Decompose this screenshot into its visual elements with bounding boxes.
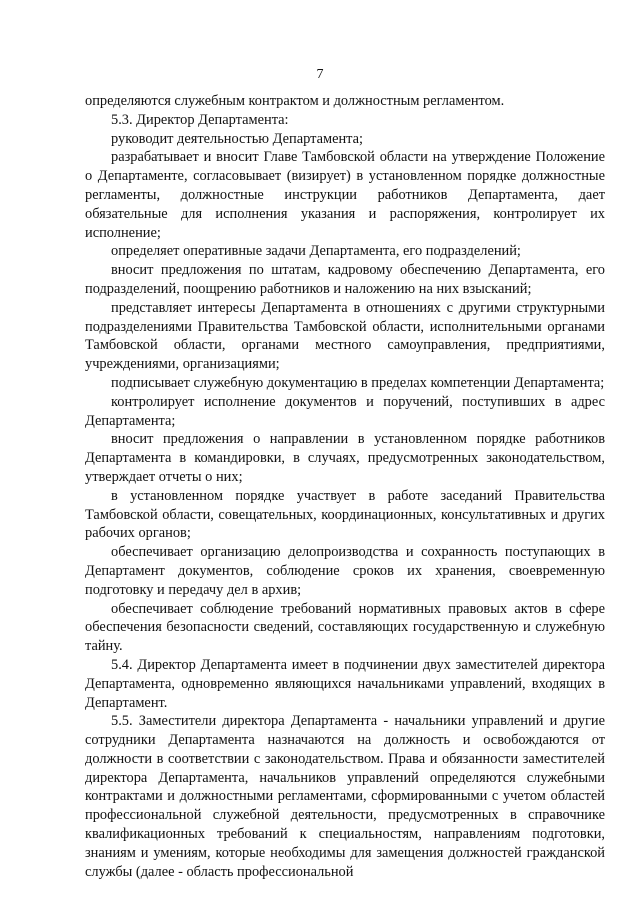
document-body: [85, 92, 605, 881]
paragraph: руководит деятельностью Департамента;: [111, 130, 364, 147]
paragraph: разрабатывает и вносит Главе Тамбовской области на утверждение Положение о Департаменте, согласовывает (визирует) в установленном порядке должностные регламенты, должностные инструкции работников Департамента, дает обязательные для исполнения указания и распоряжения, контролирует их исполнение;: [85, 149, 605, 241]
paragraph: обеспечивает организацию делопроизводства и сохранность поступающих в Департамент документов, соблюдение сроков их хранения, своевременную подготовку и передачу дел в архив;: [85, 544, 605, 598]
paragraph: подписывает служебную документацию в пределах компетенции Департамента;: [111, 374, 605, 391]
paragraph: в установленном порядке участвует в работе заседаний Правительства Тамбовской области, совещательных, координационных, консультативных и других рабочих органов;: [85, 487, 605, 542]
paragraph-section-5-4: 5.4. Директор Департамента имеет в подчинении двух заместителей директора Департамента, одновременно являющихся начальниками управлений, входящих в Департамент.: [85, 656, 605, 711]
paragraph-section-5-3: 5.3. Директор Департамента:: [111, 111, 289, 128]
paragraph: контролирует исполнение документов и поручений, поступивших в адрес Департамента;: [85, 393, 605, 429]
paragraph: обеспечивает соблюдение требований нормативных правовых актов в сфере обеспечения безопасности сведений, составляющих государственную и служебную тайну.: [85, 600, 605, 655]
page-number: 7: [316, 67, 324, 82]
paragraph-continuation: определяются служебным контрактом и должностным регламентом.: [85, 93, 505, 109]
paragraph: вносит предложения по штатам, кадровому обеспечению Департамента, его подразделений, поощрению работников и наложению на них взысканий;: [85, 262, 605, 297]
paragraph: представляет интересы Департамента в отношениях с другими структурными подразделениями Правительства Тамбовской области, исполнительными органами Тамбовской области, органами местного самоуправления, предприятиями, учреждениями, организациями;: [85, 299, 605, 373]
paragraph: определяет оперативные задачи Департамента, его подразделений;: [111, 243, 521, 260]
paragraph-section-5-5: 5.5. Заместители директора Департамента - начальники управлений и другие сотрудники Департамента назначаются на должность и освобождаются от должности в соответствии с законодательством. Права и обязанности заместителей директора Департамента, начальников управлений определяются служебными контрактами и должностными регламентами, сформированными с учетом областей профессиональной служебной деятельности, предусмотренных в справочнике квалификационных требований к специальностям, направлениям подготовки, знаниям и умениям, которые необходимы для замещения должностей гражданской службы (далее - область профессиональной: [85, 713, 605, 880]
paragraph: вносит предложения о направлении в установленном порядке работников Департамента в командировки, в случаях, предусмотренных законодательством, утверждает отчеты о них;: [85, 431, 605, 485]
